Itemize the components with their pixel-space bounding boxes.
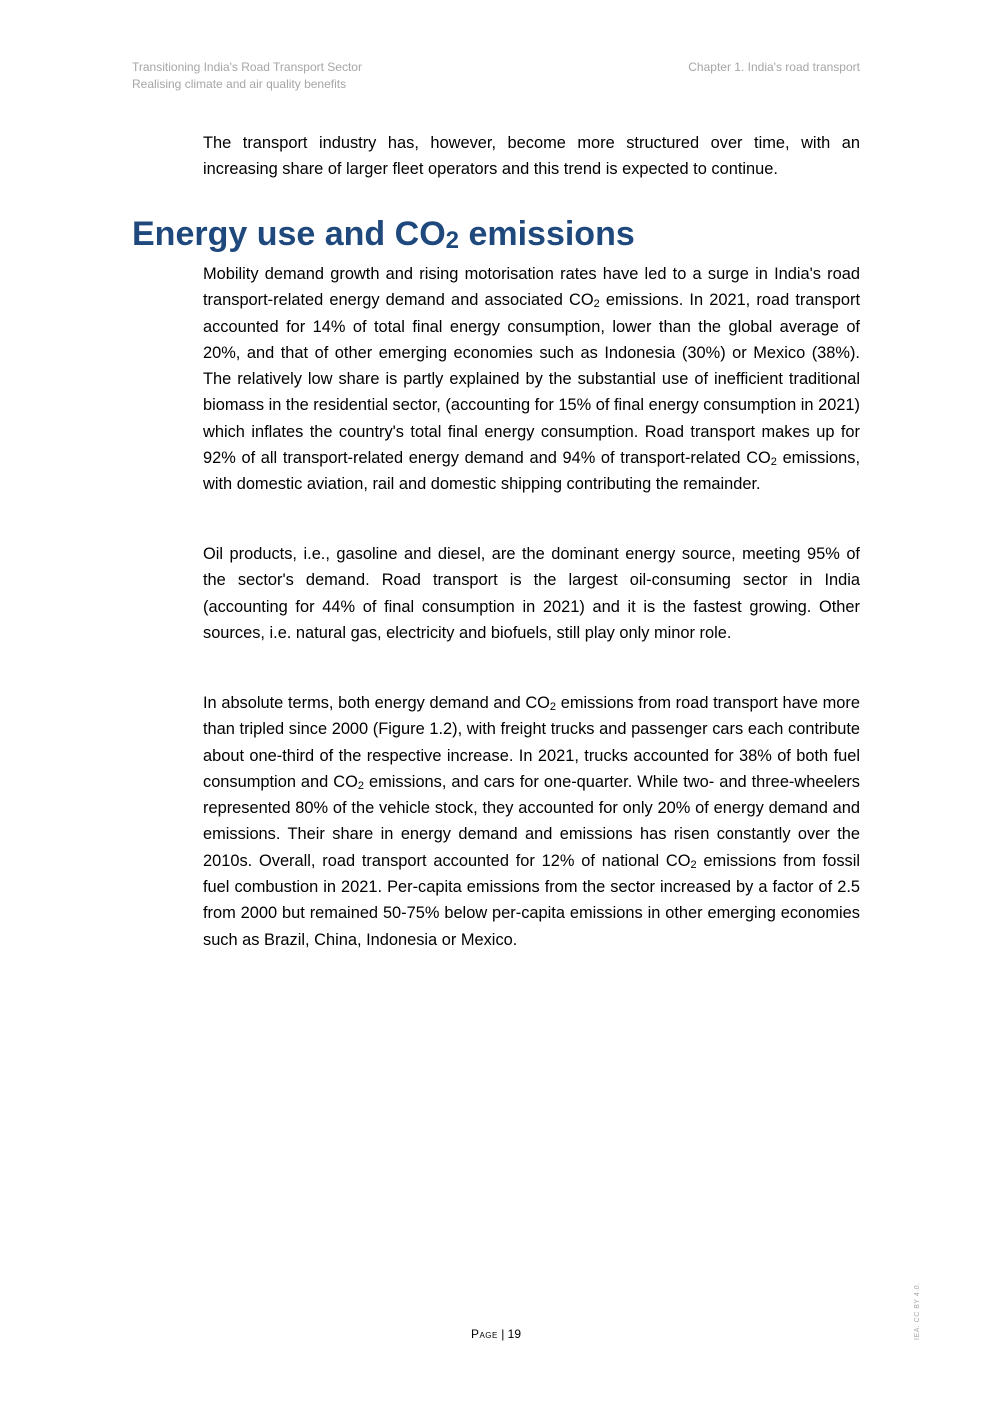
body-paragraph-2: Oil products, i.e., gasoline and diesel, are the dominant energy source, meeting 95% of the sector's demand. Road transport is the largest oil-consuming sector in India (accounting for 44% of final consumption in 2021) and it is the fastest growing. Other sources, i.e. natural gas, electricity and biofuels, still play only minor role. (203, 545, 860, 642)
document-subtitle: Realising climate and air quality benefits (132, 77, 347, 91)
section-heading-text-end: emissions (459, 215, 635, 253)
paragraph-text: Mobility demand growth and rising motorisation rates have led to a surge in India's road transport-related energy demand and associated CO (203, 265, 860, 310)
body-paragraph-1 (203, 261, 860, 498)
co2-subscript: 2 (770, 456, 777, 469)
paragraph-text: emissions from road transport have more than tripled since 2000 (Figure 1.2), with freight trucks and passenger cars each contribute about one-third of the respective increase. In 2021, trucks accounted for 38% of both fuel consumption and CO (203, 694, 860, 791)
co2-subscript: 2 (357, 779, 364, 792)
section-heading-subscript: 2 (445, 227, 459, 254)
paragraph-text: emissions. In 2021, road transport accounted for 14% of total final energy consumption, lower than the global average of 20%, and that of other emerging economies such as Indonesia (30%) or Mexico (38%). The relatively low share is partly explained by the substantial use of inefficient traditional biomass in the residential sector, (accounting for 15% of final energy consumption in 2021) which inflates the country's total final energy consumption. Road transport makes up for 92% of all transport-related energy demand and 94% of transport-related CO (203, 291, 860, 468)
co2-subscript: 2 (549, 701, 557, 713)
page-footer (0, 1326, 992, 1342)
document-title: Transitioning India's Road Transport Sector (132, 60, 362, 74)
section-heading (132, 212, 635, 256)
page-number: 19 (507, 1327, 522, 1341)
page-separator: | (497, 1327, 508, 1341)
document-title-block (132, 59, 362, 93)
chapter-title: Chapter 1. India's road transport (688, 60, 860, 74)
body-paragraph-3 (203, 690, 860, 953)
paragraph-text: emissions, and cars for one-quarter. While two- and three-wheelers represented 80% of the vehicle stock, they accounted for only 20% of energy demand and emissions. Their share in energy demand and emissions has risen constantly over the 2010s. Overall, road transport accounted for 12% of national CO (203, 772, 860, 870)
license-notice: IEA. CC BY 4.0. (914, 1282, 921, 1340)
page-label: Page (470, 1327, 498, 1341)
paragraph-text: emissions, with domestic aviation, rail and domestic shipping contributing the remainder. (203, 449, 860, 494)
co2-subscript: 2 (690, 858, 697, 871)
section-heading-text: Energy use and CO (132, 215, 446, 253)
intro-paragraph: The transport industry has, however, become more structured over time, with an increasing share of larger fleet operators and this trend is expected to continue. (203, 134, 860, 179)
paragraph-text: In absolute terms, both energy demand and CO (203, 694, 550, 712)
paragraph-text: emissions from fossil fuel combustion in 2021. Per-capita emissions from the sector increased by a factor of 2.5 from 2000 but remained 50-75% below per-capita emissions in other emerging economies such as Brazil, China, Indonesia or Mexico. (203, 851, 860, 949)
co2-subscript: 2 (593, 298, 600, 311)
